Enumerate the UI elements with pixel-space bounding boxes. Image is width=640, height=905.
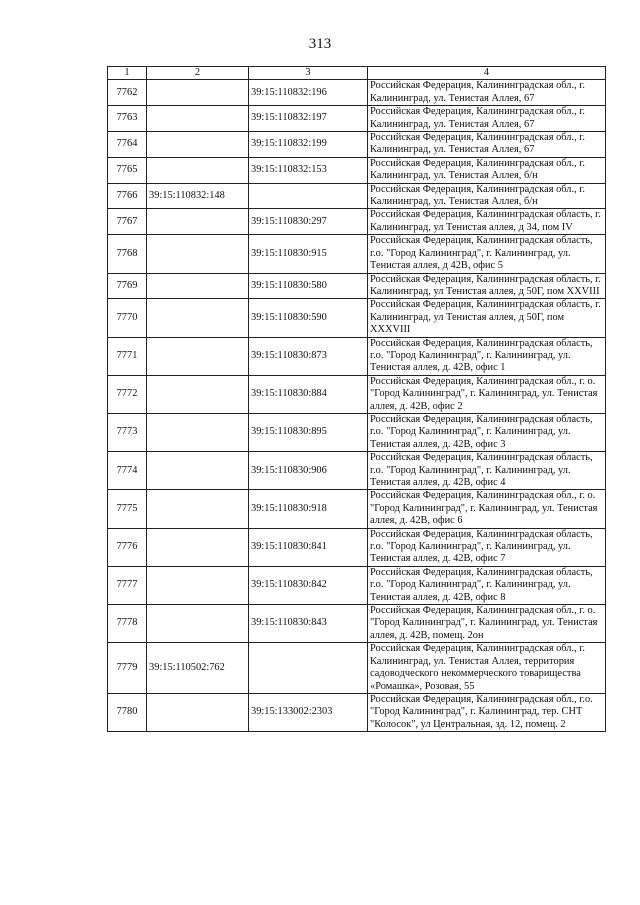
cadastral-number-col3: 39:15:110830:873 xyxy=(249,337,368,375)
cadastral-number-col3: 39:15:110830:906 xyxy=(249,452,368,490)
column-header-2: 2 xyxy=(147,67,249,80)
cadastral-number-col2 xyxy=(147,693,249,731)
table-row xyxy=(108,643,606,694)
cadastral-number-col3: 39:15:133002:2303 xyxy=(249,693,368,731)
cadastral-number-col2 xyxy=(147,605,249,643)
row-number: 7771 xyxy=(108,337,147,375)
row-number: 7774 xyxy=(108,452,147,490)
table-row xyxy=(108,605,606,643)
cadastral-number-col2: 39:15:110832:148 xyxy=(147,183,249,209)
cadastral-number-col3: 39:15:110830:297 xyxy=(249,209,368,235)
row-number: 7778 xyxy=(108,605,147,643)
column-header-3: 3 xyxy=(249,67,368,80)
cadastral-number-col2 xyxy=(147,157,249,183)
column-header-1: 1 xyxy=(108,67,147,80)
cadastral-number-col2 xyxy=(147,106,249,132)
cadastral-number-col3: 39:15:110830:918 xyxy=(249,490,368,528)
table-row xyxy=(108,452,606,490)
cadastral-number-col3: 39:15:110830:915 xyxy=(249,235,368,273)
cadastral-number-col2 xyxy=(147,235,249,273)
address: Российская Федерация, Калининградская обл., г. Калининград, ул. Тенистая Аллея, территория садоводческого некоммерческого товарищества «Ромашка», Розовая, 55 xyxy=(368,643,606,694)
row-number: 7765 xyxy=(108,157,147,183)
table-row xyxy=(108,413,606,451)
table-row xyxy=(108,209,606,235)
table-row xyxy=(108,273,606,299)
cadastral-number-col3: 39:15:110830:843 xyxy=(249,605,368,643)
address: Российская Федерация, Калининградская обл., г. Калининград, ул. Тенистая Аллея, 67 xyxy=(368,106,606,132)
address: Российская Федерация, Калининградская обл., г. о. "Город Калининград", г. Калининград, ул. Тенистая аллея, д. 42В, офис 2 xyxy=(368,375,606,413)
address: Российская Федерация, Калининградская обл., г. Калининград, ул. Тенистая Аллея, 67 xyxy=(368,132,606,158)
address: Российская Федерация, Калининградская область, г.о. "Город Калининград", г. Калининград, ул. Тенистая аллея, д. 42В, офис 3 xyxy=(368,413,606,451)
table-row xyxy=(108,132,606,158)
address: Российская Федерация, Калининградская область, г. Калининград, ул Тенистая аллея, д 34, пом IV xyxy=(368,209,606,235)
cadastral-number-col3: 39:15:110830:842 xyxy=(249,566,368,604)
address: Российская Федерация, Калининградская область, г.о. "Город Калининград", г. Калининград, ул. Тенистая аллея, д. 42В, офис 8 xyxy=(368,566,606,604)
address: Российская Федерация, Калининградская область, г.о. "Город Калининград", г. Калининград, ул. Тенистая аллея, д 42В, офис 5 xyxy=(368,235,606,273)
cadastral-number-col3 xyxy=(249,643,368,694)
row-number: 7764 xyxy=(108,132,147,158)
cadastral-number-col2 xyxy=(147,413,249,451)
cadastral-number-col2 xyxy=(147,273,249,299)
cadastral-number-col2 xyxy=(147,80,249,106)
row-number: 7777 xyxy=(108,566,147,604)
cadastral-number-col3: 39:15:110830:590 xyxy=(249,299,368,337)
cadastral-number-col2 xyxy=(147,209,249,235)
cadastral-number-col3: 39:15:110832:197 xyxy=(249,106,368,132)
cadastral-number-col3: 39:15:110830:580 xyxy=(249,273,368,299)
cadastral-number-col3: 39:15:110832:153 xyxy=(249,157,368,183)
table-row xyxy=(108,528,606,566)
address: Российская Федерация, Калининградская область, г.о. "Город Калининград", г. Калининград, ул. Тенистая аллея, д. 42В, офис 7 xyxy=(368,528,606,566)
cadastral-number-col2 xyxy=(147,490,249,528)
address: Российская Федерация, Калининградская область, г.о. "Город Калининград", г. Калининград, ул. Тенистая аллея, д. 42В, офис 4 xyxy=(368,452,606,490)
header-row xyxy=(108,67,606,80)
table-row xyxy=(108,693,606,731)
row-number: 7772 xyxy=(108,375,147,413)
cadastral-number-col3: 39:15:110832:199 xyxy=(249,132,368,158)
row-number: 7763 xyxy=(108,106,147,132)
column-header-4: 4 xyxy=(368,67,606,80)
table-row xyxy=(108,299,606,337)
row-number: 7773 xyxy=(108,413,147,451)
table-row xyxy=(108,337,606,375)
row-number: 7762 xyxy=(108,80,147,106)
cadastral-number-col2 xyxy=(147,132,249,158)
row-number: 7770 xyxy=(108,299,147,337)
registry-table xyxy=(107,66,606,732)
cadastral-number-col3: 39:15:110832:196 xyxy=(249,80,368,106)
table-row xyxy=(108,106,606,132)
address: Российская Федерация, Калининградская обл., г. о. "Город Калининград", г. Калининград, ул. Тенистая аллея, д. 42В, офис 6 xyxy=(368,490,606,528)
row-number: 7775 xyxy=(108,490,147,528)
cadastral-number-col2 xyxy=(147,566,249,604)
cadastral-number-col3: 39:15:110830:895 xyxy=(249,413,368,451)
cadastral-number-col3: 39:15:110830:884 xyxy=(249,375,368,413)
table-row xyxy=(108,235,606,273)
row-number: 7767 xyxy=(108,209,147,235)
cadastral-number-col2 xyxy=(147,337,249,375)
cadastral-number-col2 xyxy=(147,375,249,413)
row-number: 7779 xyxy=(108,643,147,694)
row-number: 7769 xyxy=(108,273,147,299)
row-number: 7768 xyxy=(108,235,147,273)
row-number: 7766 xyxy=(108,183,147,209)
address: Российская Федерация, Калининградская область, г. Калининград, ул Тенистая аллея, д 50Г, пом XXXVIII xyxy=(368,299,606,337)
table-row xyxy=(108,375,606,413)
cadastral-number-col2 xyxy=(147,299,249,337)
cadastral-number-col2 xyxy=(147,528,249,566)
table-row xyxy=(108,490,606,528)
table-row xyxy=(108,157,606,183)
cadastral-number-col2 xyxy=(147,452,249,490)
address: Российская Федерация, Калининградская область, г. Калининград, ул Тенистая аллея, д 50Г, пом XXVIII xyxy=(368,273,606,299)
table-row xyxy=(108,566,606,604)
row-number: 7780 xyxy=(108,693,147,731)
cadastral-number-col3 xyxy=(249,183,368,209)
address: Российская Федерация, Калининградская обл., г. Калининград, ул. Тенистая Аллея, 67 xyxy=(368,80,606,106)
address: Российская Федерация, Калининградская обл., г. о. "Город Калининград", г. Калининград, ул. Тенистая аллея, д. 42В, помещ. 2он xyxy=(368,605,606,643)
address: Российская Федерация, Калининградская обл., г.о. "Город Калининград", г. Калининград, тер. СНТ "Колосок", ул Центральная, зд. 12, помещ. 2 xyxy=(368,693,606,731)
page-number: 313 xyxy=(308,36,332,52)
table-row xyxy=(108,183,606,209)
row-number: 7776 xyxy=(108,528,147,566)
table-row xyxy=(108,80,606,106)
cadastral-number-col2: 39:15:110502:762 xyxy=(147,643,249,694)
address: Российская Федерация, Калининградская обл., г. Калининград, ул. Тенистая Аллея, б/н xyxy=(368,183,606,209)
cadastral-number-col3: 39:15:110830:841 xyxy=(249,528,368,566)
address: Российская Федерация, Калининградская область, г.о. "Город Калининград", г. Калининград, ул. Тенистая аллея, д. 42В, офис 1 xyxy=(368,337,606,375)
address: Российская Федерация, Калининградская обл., г. Калининград, ул. Тенистая Аллея, б/н xyxy=(368,157,606,183)
